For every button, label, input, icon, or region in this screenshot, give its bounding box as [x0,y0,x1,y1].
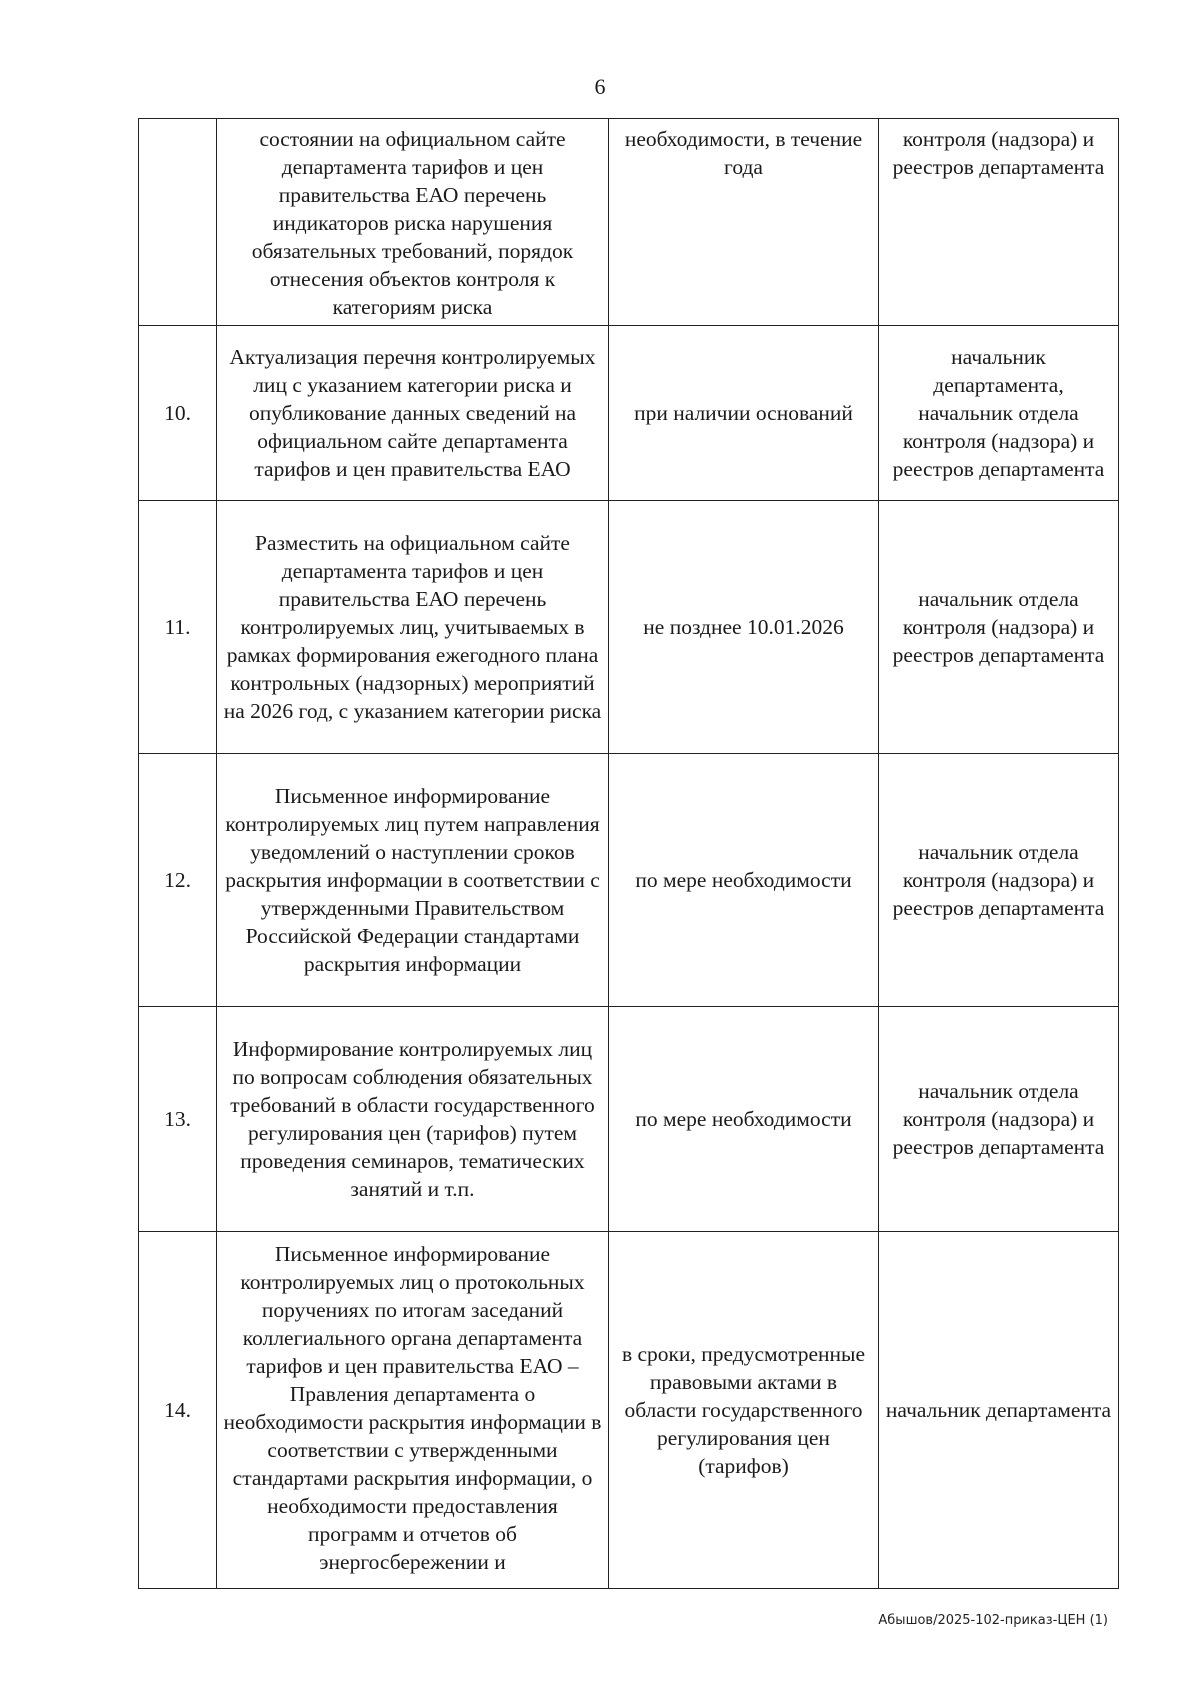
table-row [139,1007,1119,1232]
table-row [139,119,1119,326]
responsible-cell: начальник департамента [879,1232,1119,1589]
row-number-cell: 14. [139,1232,217,1589]
term-cell: необходимости, в течение года [609,119,879,326]
row-number-cell: 12. [139,754,217,1007]
table-row [139,501,1119,754]
page-number: 6 [594,74,606,99]
action-cell: Информирование контролируемых лиц по вопросам соблюдения обязательных требований в области государственного регулирования цен (тарифов) путем проведения семинаров, тематических занятий и т.п. [217,1007,609,1232]
responsible-cell: начальник отдела контроля (надзора) и реестров департамента [879,501,1119,754]
table-row [139,326,1119,501]
responsible-cell: контроля (надзора) и реестров департамента [879,119,1119,326]
term-cell: в сроки, предусмотренные правовыми актами в области государственного регулирования цен (тарифов) [609,1232,879,1589]
action-cell: Письменное информирование контролируемых лиц о протокольных поручениях по итогам заседаний коллегиального органа департамента тарифов и цен правительства ЕАО – Правления департамента о необходимости раскрытия информации в соответствии с утвержденными стандартами раскрытия информации, о необходимости предоставления программ и отчетов об энергосбережении и [217,1232,609,1589]
action-cell: Письменное информирование контролируемых лиц путем направления уведомлений о наступлении сроков раскрытия информации в соответствии с утвержденными Правительством Российской Федерации стандартами раскрытия информации [217,754,609,1007]
term-cell: по мере необходимости [609,754,879,1007]
action-cell: Актуализация перечня контролируемых лиц с указанием категории риска и опубликование данных сведений на официальном сайте департамента тарифов и цен правительства ЕАО [217,326,609,501]
table-row [139,1232,1119,1589]
responsible-cell: начальник отдела контроля (надзора) и реестров департамента [879,1007,1119,1232]
term-cell: по мере необходимости [609,1007,879,1232]
row-number-cell: 13. [139,1007,217,1232]
action-cell: Разместить на официальном сайте департамента тарифов и цен правительства ЕАО перечень контролируемых лиц, учитываемых в рамках формирования ежегодного плана контрольных (надзорных) мероприятий на 2026 год, с указанием категории риска [217,501,609,754]
responsible-cell: начальник отдела контроля (надзора) и реестров департамента [879,754,1119,1007]
responsible-cell: начальник департамента, начальник отдела контроля (надзора) и реестров департамента [879,326,1119,501]
row-number-cell: 11. [139,501,217,754]
table-row [139,754,1119,1007]
term-cell: не позднее 10.01.2026 [609,501,879,754]
document-reference: Абышов/2025-102-приказ-ЦЕН (1) [878,1613,1108,1628]
row-number-cell [139,119,217,326]
action-cell: состоянии на официальном сайте департамента тарифов и цен правительства ЕАО перечень индикаторов риска нарушения обязательных требований, порядок отнесения объектов контроля к категориям риска [217,119,609,326]
row-number-cell: 10. [139,326,217,501]
measures-table [138,118,1119,1589]
term-cell: при наличии оснований [609,326,879,501]
